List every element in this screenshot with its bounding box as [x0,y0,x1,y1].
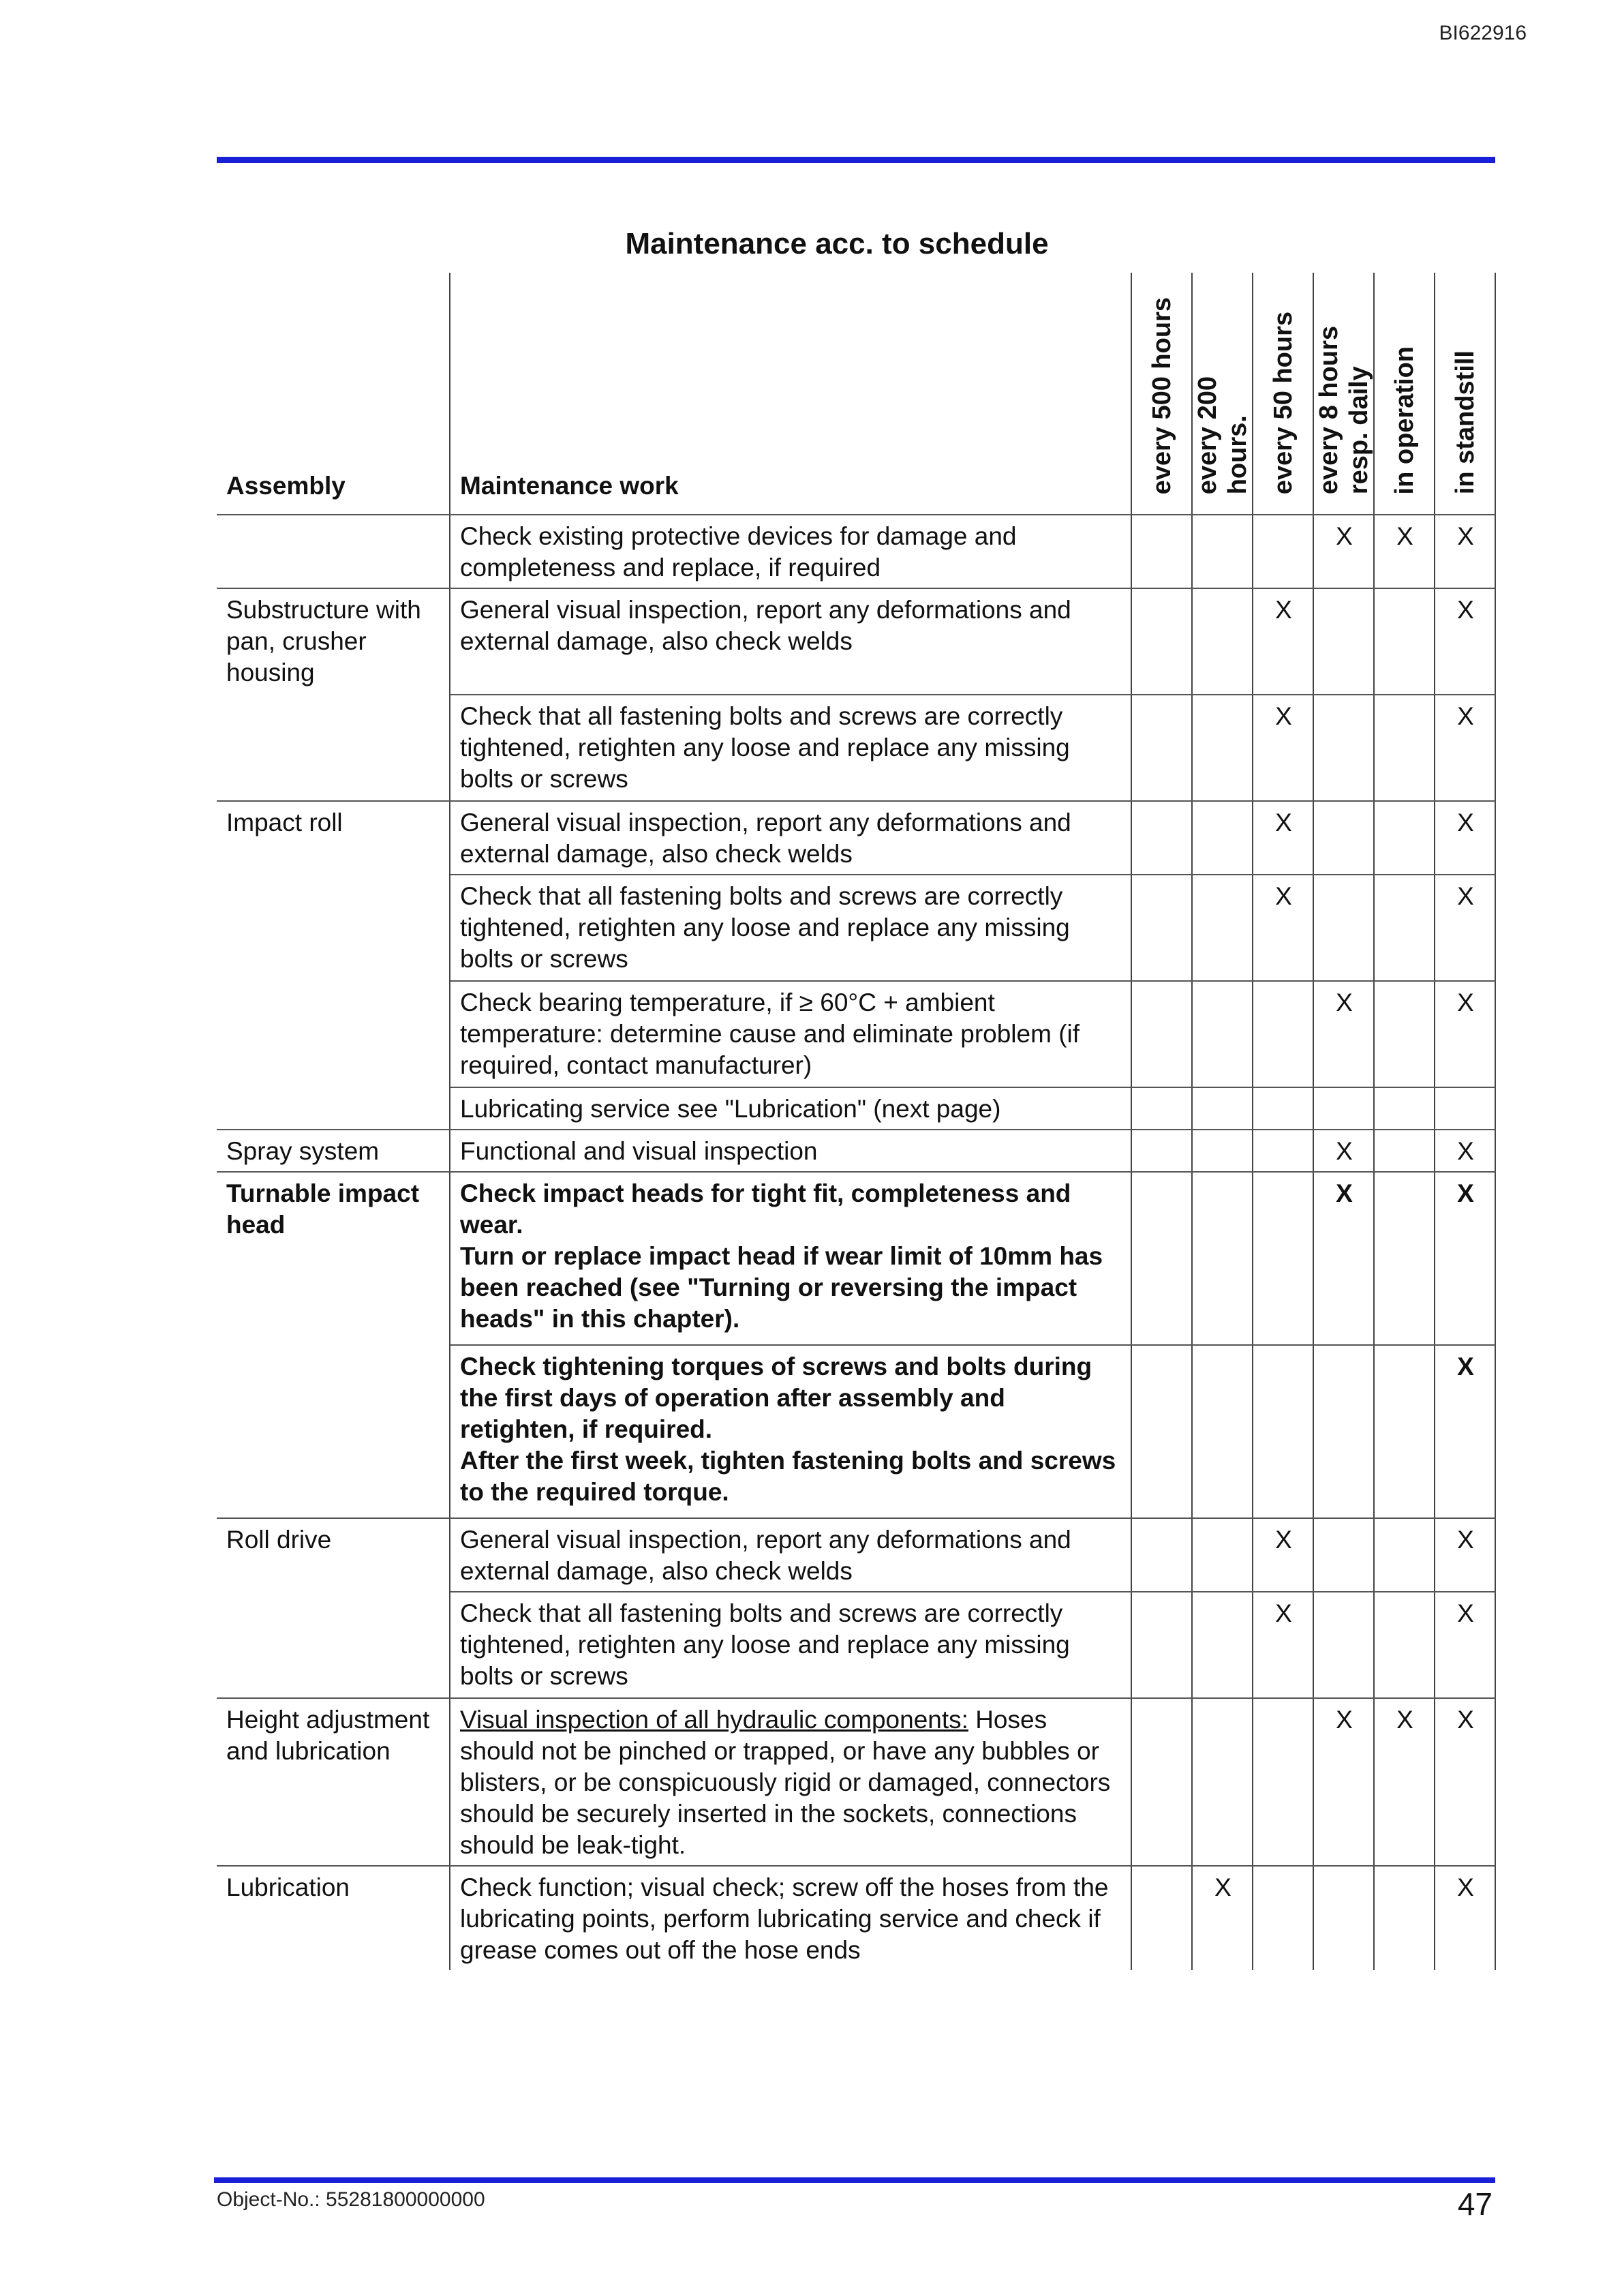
interval-mark-cell [1192,981,1253,1087]
interval-mark-cell [1374,1087,1435,1130]
work-text: Check impact heads for tight fit, completeness and wear. [460,1179,1071,1239]
assembly-cell [217,1345,450,1518]
interval-mark-cell [1435,1087,1495,1130]
interval-mark-cell [1192,1698,1253,1866]
interval-mark-cell [1313,1866,1374,1970]
table-row [217,1592,1495,1698]
assembly-cell [217,1087,450,1130]
interval-mark-cell [1192,875,1253,981]
interval-mark-cell [1374,1130,1435,1172]
interval-mark-cell: X [1435,588,1495,695]
work-text: Check function; visual check; screw off the hoses from the lubricating points, perform lubricating service and check if grease comes out off the hose ends [460,1873,1109,1964]
assembly-cell [217,875,450,981]
work-text: Check tightening torques of screws and bolts during the first days of operation after assembly and retighten, if required. [460,1353,1092,1443]
interval-mark-cell [1131,1866,1192,1970]
interval-mark-cell [1374,981,1435,1087]
interval-mark-cell [1313,1518,1374,1592]
interval-mark-cell [1374,875,1435,981]
document-id: BI622916 [1439,22,1527,44]
interval-mark-cell [1131,1130,1192,1172]
header-every-50-hours: every 50 hours [1253,273,1313,515]
header-maintenance-work: Maintenance work [450,273,1131,515]
interval-mark-cell [1131,515,1192,588]
work-text: General visual inspection, report any deformations and external damage, also check welds [460,596,1071,655]
interval-mark-cell [1192,1345,1253,1518]
interval-mark-cell: X [1435,801,1495,875]
interval-mark-cell: X [1435,1518,1495,1592]
interval-mark-cell: X [1313,981,1374,1087]
table-row [217,1345,1495,1518]
interval-mark-cell: X [1374,515,1435,588]
interval-mark-cell [1253,515,1313,588]
header-in-operation: in operation [1374,273,1435,515]
work-text: General visual inspection, report any deformations and external damage, also check welds [460,809,1071,868]
maintenance-work-cell [450,1518,1131,1592]
interval-mark-cell [1192,1518,1253,1592]
maintenance-work-cell [450,1087,1131,1130]
assembly-cell [217,981,450,1087]
underlined-heading: Visual inspection of all hydraulic components: [460,1706,968,1734]
work-text: Lubricating service see "Lubrication" (next page) [460,1095,1001,1123]
assembly-cell [217,695,450,801]
interval-mark-cell: X [1313,515,1374,588]
maintenance-work-cell [450,1866,1131,1970]
work-text-continued: After the first week, tighten fastening bolts and screws to the required torque. [460,1447,1116,1506]
interval-mark-cell: X [1313,1130,1374,1172]
interval-mark-cell [1313,1087,1374,1130]
interval-mark-cell: X [1435,981,1495,1087]
interval-mark-cell [1313,1592,1374,1698]
table-row [217,1172,1495,1345]
interval-mark-cell: X [1253,695,1313,801]
interval-mark-cell [1374,1345,1435,1518]
interval-mark-cell [1131,1592,1192,1698]
interval-mark-cell: X [1253,875,1313,981]
assembly-cell: Height adjustment and lubrication [217,1698,450,1866]
table-row [217,875,1495,981]
interval-mark-cell [1313,588,1374,695]
interval-mark-cell [1374,695,1435,801]
assembly-cell [217,515,450,588]
interval-mark-cell [1192,1592,1253,1698]
interval-mark-cell [1253,1087,1313,1130]
work-text: Check bearing temperature, if ≥ 60°C + ambient temperature: determine cause and eliminate problem (if required, contact manufacturer) [460,988,1080,1079]
table-row [217,801,1495,875]
interval-mark-cell: X [1374,1698,1435,1866]
interval-mark-cell [1313,801,1374,875]
maintenance-schedule-table [217,273,1496,1970]
work-text: General visual inspection, report any deformations and external damage, also check welds [460,1526,1071,1585]
interval-mark-cell [1131,695,1192,801]
interval-mark-cell: X [1313,1698,1374,1866]
interval-mark-cell: X [1435,1172,1495,1345]
interval-mark-cell [1192,1130,1253,1172]
interval-mark-cell [1374,1866,1435,1970]
interval-mark-cell: X [1313,1172,1374,1345]
interval-mark-cell [1131,1172,1192,1345]
header-every-200-hours: every 200 hours. [1192,273,1253,515]
table-row [217,515,1495,588]
assembly-cell: Roll drive [217,1518,450,1592]
work-text: Hoses should not be pinched or trapped, or have any bubbles or blisters, or be conspicuously rigid or damaged, connectors should be securely inserted in the sockets, connections should be leak-tight. [460,1706,1111,1859]
interval-mark-cell [1313,1345,1374,1518]
assembly-cell: Impact roll [217,801,450,875]
interval-mark-cell: X [1253,588,1313,695]
interval-mark-cell [1131,981,1192,1087]
interval-mark-cell [1192,1172,1253,1345]
work-text: Functional and visual inspection [460,1137,818,1165]
interval-mark-cell: X [1253,1592,1313,1698]
assembly-cell [217,1592,450,1698]
interval-mark-cell [1131,1087,1192,1130]
assembly-cell: Turnable impact head [217,1172,450,1345]
interval-mark-cell [1192,588,1253,695]
work-text-continued: Turn or replace impact head if wear limit of 10mm has been reached (see "Turning or reversing the impact heads" in this chapter). [460,1242,1103,1333]
header-every-8-hours: every 8 hours resp. daily [1313,273,1374,515]
interval-mark-cell [1313,695,1374,801]
interval-mark-cell [1131,875,1192,981]
interval-mark-cell: X [1253,801,1313,875]
table-row [217,1698,1495,1866]
interval-mark-cell [1374,1592,1435,1698]
interval-mark-cell [1374,1172,1435,1345]
interval-mark-cell [1253,1345,1313,1518]
work-text: Check existing protective devices for damage and completeness and replace, if required [460,522,1017,581]
header-assembly: Assembly [217,273,450,515]
interval-mark-cell [1253,1172,1313,1345]
assembly-cell: Spray system [217,1130,450,1172]
interval-mark-cell [1192,801,1253,875]
interval-mark-cell [1253,1130,1313,1172]
table-row [217,1518,1495,1592]
maintenance-work-cell [450,1698,1131,1866]
work-text: Check that all fastening bolts and screws are correctly tightened, retighten any loose and replace any missing bolts or screws [460,702,1070,793]
page-number: 47 [1457,2186,1493,2222]
maintenance-work-cell [450,801,1131,875]
interval-mark-cell [1374,1518,1435,1592]
maintenance-work-cell [450,588,1131,695]
interval-mark-cell: X [1192,1866,1253,1970]
interval-mark-cell [1313,875,1374,981]
interval-mark-cell: X [1435,1866,1495,1970]
interval-mark-cell [1192,1087,1253,1130]
interval-mark-cell: X [1435,1130,1495,1172]
assembly-cell: Lubrication [217,1866,450,1970]
interval-mark-cell [1192,515,1253,588]
bottom-rule [214,2177,1495,2183]
work-text: Check that all fastening bolts and screws are correctly tightened, retighten any loose and replace any missing bolts or screws [460,882,1070,973]
maintenance-work-cell [450,1345,1131,1518]
work-text: Check that all fastening bolts and screws are correctly tightened, retighten any loose and replace any missing bolts or screws [460,1599,1070,1690]
table-header-row [217,273,1495,515]
interval-mark-cell [1253,1866,1313,1970]
header-in-standstill: in standstill [1435,273,1495,515]
maintenance-work-cell [450,515,1131,588]
table-row [217,1866,1495,1970]
interval-mark-cell [1131,1518,1192,1592]
interval-mark-cell: X [1435,515,1495,588]
header-every-500-hours: every 500 hours [1131,273,1192,515]
table-row [217,1087,1495,1130]
interval-mark-cell [1253,1698,1313,1866]
interval-mark-cell [1131,588,1192,695]
maintenance-work-cell [450,875,1131,981]
interval-mark-cell [1374,588,1435,695]
interval-mark-cell [1374,801,1435,875]
maintenance-work-cell [450,1172,1131,1345]
interval-mark-cell: X [1435,1698,1495,1866]
object-number: Object-No.: 55281800000000 [217,2188,485,2211]
interval-mark-cell: X [1435,1592,1495,1698]
maintenance-work-cell [450,695,1131,801]
interval-mark-cell [1131,1345,1192,1518]
interval-mark-cell: X [1435,695,1495,801]
interval-mark-cell: X [1435,875,1495,981]
interval-mark-cell [1192,695,1253,801]
interval-mark-cell [1253,981,1313,1087]
maintenance-work-cell [450,1592,1131,1698]
table-row [217,588,1495,695]
maintenance-work-cell [450,981,1131,1087]
maintenance-work-cell [450,1130,1131,1172]
interval-mark-cell: X [1253,1518,1313,1592]
interval-mark-cell [1131,801,1192,875]
page-title: Maintenance acc. to schedule [625,227,1049,260]
top-rule [217,157,1495,163]
table-row [217,695,1495,801]
table-row [217,981,1495,1087]
interval-mark-cell [1131,1698,1192,1866]
interval-mark-cell: X [1435,1345,1495,1518]
assembly-cell: Substructure with pan, crusher housing [217,588,450,695]
table-row [217,1130,1495,1172]
table-body [217,515,1495,1970]
